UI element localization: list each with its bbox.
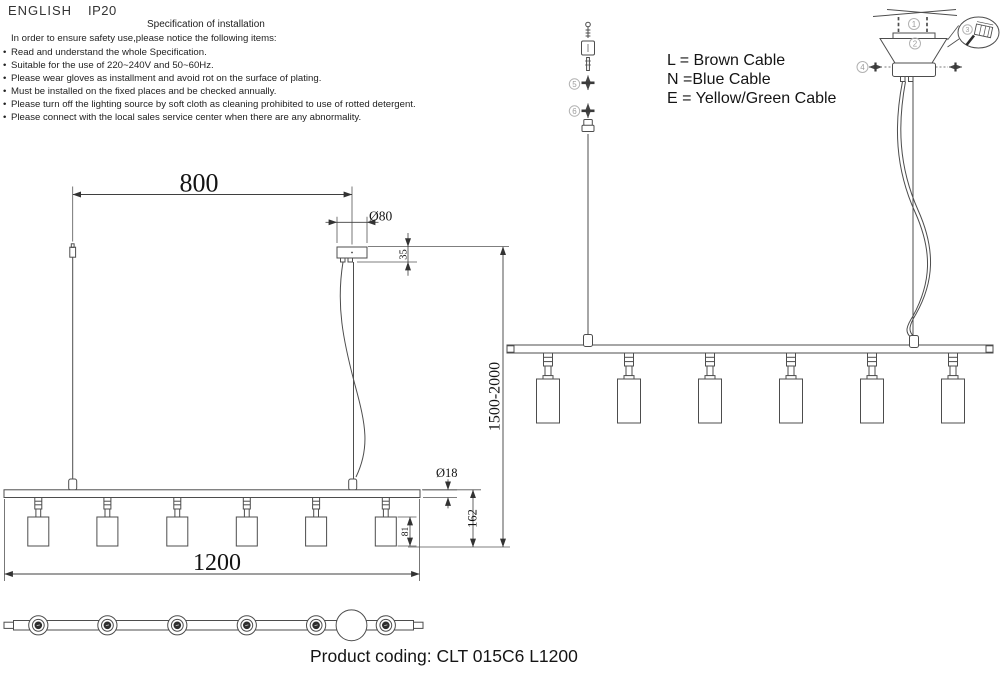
dim-canopy-height: 35 <box>398 249 410 260</box>
plan-head-3 <box>168 616 187 635</box>
side-bar <box>507 345 993 353</box>
spec-item <box>3 72 416 85</box>
spec-item-text: Must be installed on the fixed places and be checked annually. <box>11 86 277 97</box>
bullet-marker: • <box>3 86 7 97</box>
spec-item <box>3 98 416 111</box>
spec-item-text: Read and understand the whole Specification. <box>11 47 207 58</box>
legend-line-l: L = Brown Cable <box>667 52 786 69</box>
side-left-bar-fitting <box>584 335 593 347</box>
side-right-bar-fitting <box>910 336 919 348</box>
spec-list <box>3 46 416 124</box>
callout-4: 4 <box>860 62 865 72</box>
plan-view <box>4 610 423 641</box>
left-suspension-grip <box>70 244 76 257</box>
plan-head-6 <box>376 616 395 635</box>
plan-head-5 <box>307 616 326 635</box>
language-label: ENGLISH <box>8 3 73 18</box>
spec-item-text: Please turn off the lighting source by soft cloth as cleaning prohibited to use of rotted detergent. <box>11 99 416 110</box>
side-cord-b <box>901 82 931 337</box>
terminal-detail-balloon <box>948 17 1000 48</box>
callout-2: 2 <box>912 39 918 49</box>
side-head-3 <box>699 353 722 423</box>
side-head-1 <box>537 353 560 423</box>
canopy-cord <box>340 262 365 477</box>
canopy-side <box>893 63 936 77</box>
front-view <box>4 244 420 546</box>
wiring-legend <box>667 52 836 108</box>
bullet-marker: • <box>3 99 7 110</box>
right-bar-fitting <box>349 479 357 490</box>
side-head-5 <box>861 353 884 423</box>
spec-item <box>3 46 416 59</box>
front-bar <box>4 490 420 498</box>
ceiling-mount-detail <box>869 10 999 82</box>
plan-canopy-circle <box>336 610 367 641</box>
legend-line-e: E = Yellow/Green Cable <box>667 89 837 107</box>
dim-drop-range: 1500-2000 <box>486 361 504 432</box>
spec-item <box>3 59 416 72</box>
dim-head-drop: 162 <box>465 509 480 528</box>
bullet-marker: • <box>3 60 7 71</box>
dimension-labels <box>180 169 504 577</box>
plan-head-1 <box>29 616 48 635</box>
dim-tube-diameter: Ø18 <box>436 466 458 480</box>
ip-rating-label: IP20 <box>88 3 117 18</box>
spec-intro: In order to ensure safety use,please notice the following items: <box>11 33 277 44</box>
suspension-hardware-stack <box>582 22 595 131</box>
dim-800: 800 <box>179 168 219 198</box>
dim-canopy-diameter: Ø80 <box>369 208 393 224</box>
front-head-3 <box>167 498 188 547</box>
callout-6: 6 <box>572 106 577 116</box>
side-head-4 <box>780 353 803 423</box>
dim-bar-length: 1200 <box>193 550 241 576</box>
callout-3: 3 <box>965 27 970 34</box>
callout-1: 1 <box>911 19 917 29</box>
spec-title: Specification of installation <box>147 19 265 30</box>
bullet-marker: • <box>3 73 7 84</box>
spec-item <box>3 85 416 98</box>
plan-head-2 <box>98 616 117 635</box>
front-head-4 <box>236 498 257 547</box>
dim-shade-height: 81 <box>401 526 411 537</box>
spec-item-text: Please wear gloves as installment and avoid rot on the surface of plating. <box>11 73 322 84</box>
front-head-1 <box>28 498 49 547</box>
spec-item-text: Please connect with the local sales service center when there are any abnormality. <box>11 112 362 123</box>
bullet-marker: • <box>3 112 7 123</box>
side-head-2 <box>618 353 641 423</box>
left-bar-fitting <box>69 479 77 490</box>
side-head-6 <box>942 353 965 423</box>
bullet-marker: • <box>3 47 7 58</box>
front-head-2 <box>97 498 118 547</box>
legend-line-n: N =Blue Cable <box>667 70 771 88</box>
spec-item-text: Suitable for the use of 220~240V and 50~60Hz. <box>11 60 214 71</box>
plan-head-4 <box>237 616 256 635</box>
callout-5: 5 <box>572 79 577 89</box>
product-coding: Product coding: CLT 015C6 L1200 <box>310 646 578 666</box>
canopy-front <box>337 247 367 262</box>
front-head-6 <box>375 498 396 547</box>
front-head-5 <box>306 498 327 547</box>
spec-item <box>3 111 416 124</box>
